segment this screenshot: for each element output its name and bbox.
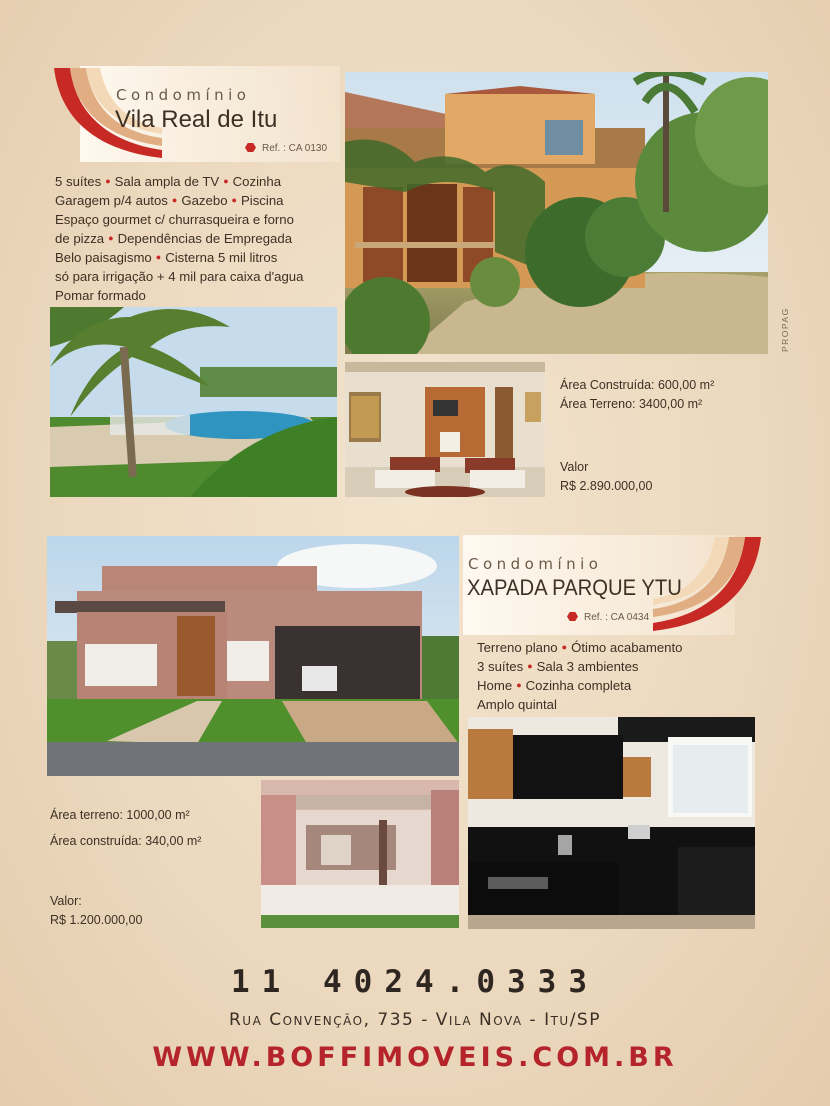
- listing2-title-banner: [463, 535, 763, 635]
- feature-item: Gazebo: [181, 193, 228, 208]
- feature-line: [477, 676, 683, 695]
- feature-item: de pizza: [55, 231, 105, 246]
- bullet-icon: ●: [231, 195, 237, 205]
- listing2-price-label: Valor:: [50, 894, 82, 908]
- listing2-terrace-photo[interactable]: [261, 780, 459, 928]
- feature-line: [55, 248, 303, 267]
- listing1-title-banner: [52, 66, 340, 162]
- feature-item: Cozinha completa: [525, 678, 632, 693]
- bullet-icon: ●: [223, 176, 229, 186]
- listing2-kitchen-photo[interactable]: [468, 717, 755, 929]
- address: Rua Convenção, 735 - Vila Nova - Itu/SP: [229, 1010, 601, 1030]
- listing1-living-room-photo[interactable]: [345, 362, 545, 497]
- phone-number[interactable]: 11 4024.0333: [231, 964, 599, 1000]
- feature-line: [477, 695, 683, 714]
- feature-item: Terreno plano: [477, 640, 558, 655]
- feature-item: 5 suítes: [55, 174, 102, 189]
- feature-item: Sala 3 ambientes: [536, 659, 639, 674]
- feature-line: [55, 229, 303, 248]
- feature-line: [55, 210, 303, 229]
- website-link[interactable]: WWW.BOFFIMOVEIS.COM.BR: [152, 1042, 678, 1073]
- listing1-title-prefix: Condomínio: [116, 86, 251, 104]
- feature-line: [477, 638, 683, 657]
- feature-item: Ótimo acabamento: [571, 640, 683, 655]
- listing1-price-block: [560, 458, 652, 496]
- bullet-icon: ●: [527, 661, 533, 671]
- listing2-area-terreno: Área terreno: 1000,00 m²: [50, 808, 190, 822]
- feature-item: Home: [477, 678, 513, 693]
- listing2-main-photo[interactable]: [47, 536, 459, 776]
- bullet-icon: ●: [561, 642, 568, 652]
- feature-line: [55, 286, 303, 305]
- listing2-title: XAPADA PARQUE YTU: [467, 575, 682, 600]
- listing1-title: Vila Real de Itu: [115, 106, 278, 133]
- listing2-area-construida: Área construída: 340,00 m²: [50, 834, 202, 848]
- listing1-features: [55, 172, 303, 305]
- listing1-area-construida: Área Construída: 600,00 m²: [560, 378, 715, 392]
- feature-line: [477, 657, 683, 676]
- feature-item: Amplo quintal: [477, 697, 557, 712]
- listing1-ref: Ref. : CA 0130: [245, 143, 327, 154]
- listing2-price: R$ 1.200.000,00: [50, 913, 143, 927]
- listing1-price: R$ 2.890.000,00: [560, 479, 653, 493]
- listing1-area-info: [560, 376, 714, 414]
- feature-line: [55, 191, 303, 210]
- bullet-icon: ●: [105, 176, 111, 186]
- hexagon-bullet-icon: [245, 143, 256, 152]
- listing2-features: [477, 638, 683, 714]
- feature-item: Piscina: [240, 193, 284, 208]
- bullet-icon: ●: [171, 195, 178, 205]
- feature-item: Garagem p/4 autos: [55, 193, 168, 208]
- hexagon-bullet-icon: [567, 612, 578, 621]
- listing1-area-terreno: Área Terreno: 3400,00 m²: [560, 397, 703, 411]
- feature-line: [55, 172, 303, 191]
- feature-item: Dependências de Empregada: [117, 231, 293, 246]
- feature-item: só para irrigação + 4 mil para caixa d'agua: [55, 269, 304, 284]
- feature-item: Espaço gourmet c/ churrasqueira e forno: [55, 212, 294, 227]
- listing1-pool-photo[interactable]: [50, 307, 337, 497]
- listing2-area-info: [50, 806, 201, 851]
- listing2-price-block: [50, 892, 142, 930]
- bullet-icon: ●: [155, 252, 162, 262]
- listing2-title-prefix: Condomínio: [468, 555, 603, 573]
- listing1-main-photo[interactable]: [345, 72, 768, 354]
- feature-item: Pomar formado: [55, 288, 146, 303]
- feature-line: [55, 267, 303, 286]
- listing2-ref: Ref. : CA 0434: [567, 612, 649, 623]
- listing1-price-label: Valor: [560, 460, 589, 474]
- bullet-icon: ●: [108, 233, 114, 243]
- feature-item: Cozinha: [232, 174, 282, 189]
- feature-item: 3 suítes: [477, 659, 524, 674]
- feature-item: Belo paisagismo: [55, 250, 152, 265]
- side-label: PROPAG: [780, 307, 790, 352]
- bullet-icon: ●: [516, 680, 522, 690]
- feature-item: Sala ampla de TV: [114, 174, 220, 189]
- feature-item: Cisterna 5 mil litros: [165, 250, 278, 265]
